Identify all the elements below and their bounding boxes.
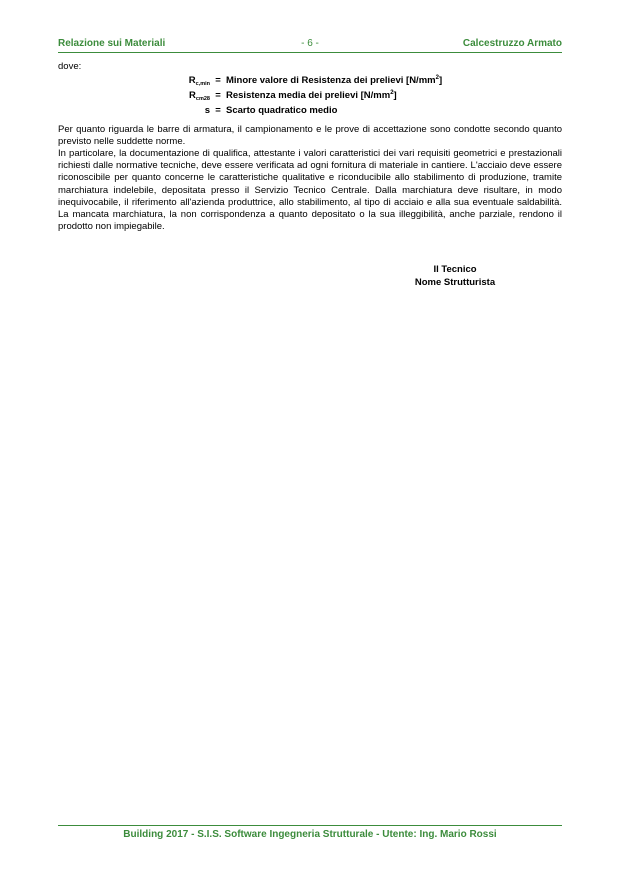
footer-divider: [58, 825, 562, 826]
formula-definition: Scarto quadratico medio: [226, 105, 338, 116]
paragraph-sampling: Per quanto riguarda le barre di armatura, il campionamento e le prove di accettazione sono condotte secondo quanto previsto nelle suddette norme.: [58, 124, 562, 148]
page-footer: Building 2017 - S.I.S. Software Ingegneria Strutturale - Utente: Ing. Mario Rossi: [123, 829, 497, 840]
formula-row: s = Scarto quadratico medio: [150, 105, 337, 117]
header-page-number: - 6 -: [301, 38, 319, 49]
formula-definition: Resistenza media dei prelievi $[N/mm^2]$: [226, 90, 397, 101]
formula-symbol: s: [204, 105, 210, 116]
formula-row: $R_{c,min}$ = Minore valore di Resistenza dei prelievi $[N/mm^2]$: [150, 75, 442, 90]
signature-title: Il Tecnico: [433, 264, 477, 275]
paragraph-qualification: In particolare, la documentazione di qualifica, attestante i valori caratteristici dei vari requisiti geometrici e prestazionali richiesti dalle normative tecniche, deve essere verificata ad ogni fornitura di materiale in cantiere. L'acciaio deve essere riconoscibile per quanto concerne le caratteristiche qualitative e riconducibile allo stabilimento di produzione, tramite marchiatura indelebile, depositata presso il Servizio Tecnico Centrale. Dalla marchiatura deve risultare, in modo inequivocabile, il riferimento all'azienda produttrice, allo stabilimento, al tipo di acciaio e alla sua eventuale saldabilità. La mancata marchiatura, la non corrispondenza a quanto depositato o la sua illeggibilità, anche parziale, rendono il prodotto non impiegabile.: [58, 148, 562, 233]
signature-name: Nome Strutturista: [414, 277, 496, 288]
formula-symbol: $R_{c,min}$: [188, 75, 210, 87]
formula-row: $R_{cm28}$ = Resistenza media dei prelievi $[N/mm^2]$: [150, 90, 397, 105]
formula-symbol: $R_{cm28}$: [189, 90, 210, 102]
intro-text: dove:: [58, 61, 82, 72]
page-header: [58, 38, 562, 53]
formula-definition: Minore valore di Resistenza dei prelievi $[N/mm^2]$: [226, 75, 443, 86]
header-section-title: Calcestruzzo Armato: [462, 38, 562, 49]
header-document-title: Relazione sui Materiali: [58, 38, 166, 49]
